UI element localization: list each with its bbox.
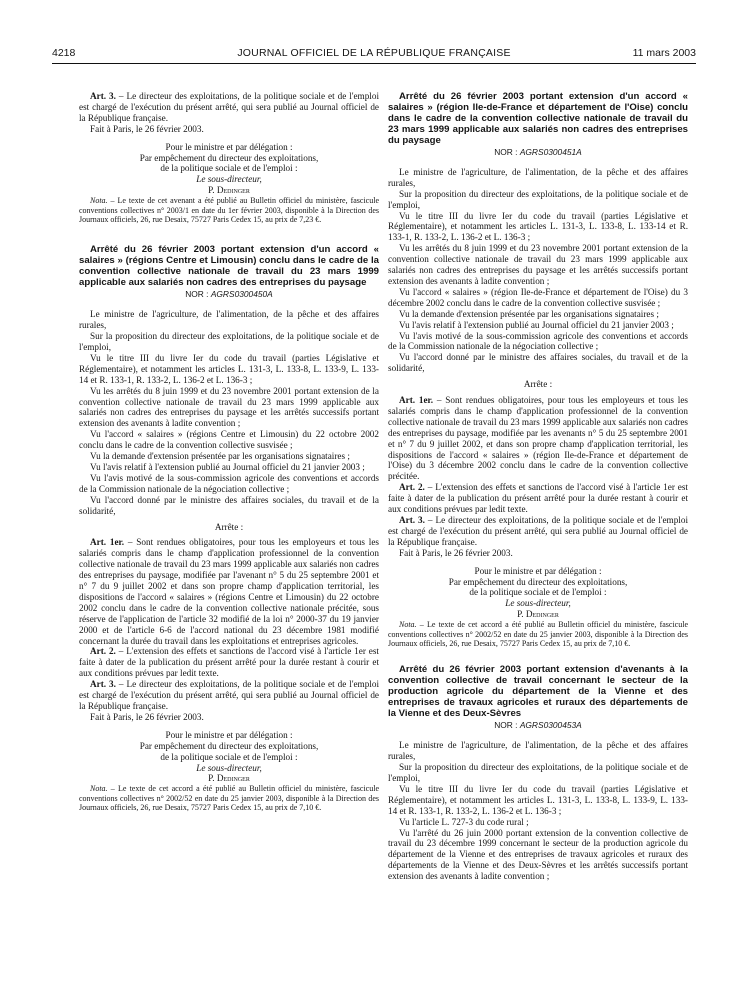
article-paragraph: [388, 395, 688, 482]
article-label: Art. 2.: [399, 482, 425, 493]
nor-reference: [79, 289, 379, 300]
decree-title: Arrêté du 26 février 2003 portant extension d'un accord « salaires » (régions Centre et Limousin) conclu dans le cadre de la convention collective nationale de travail du 23 mars 1999 applicable aux salariés non cadres des entreprises du paysage: [79, 244, 379, 289]
right-column: [388, 91, 688, 882]
preamble-paragraph: Vu le titre III du livre Ier du code du travail (parties Législative et Réglementaire), et notamment les articles L. 131-3, L. 133-8, L. 133-9, L. 133-14 et R. 133-1, R. 133-2, L. 136-2 et L. 136-3 ;: [388, 783, 688, 816]
preamble-paragraph: Vu le titre III du livre Ier du code du travail (parties Législative et Réglementaire), et notamment les articles L. 131-3, L. 133-8, L. 133-14 et R. 133-1, R. 133-2, L. 136-2 et L. 136-3 ;: [388, 210, 688, 243]
article-3-paragraph: [79, 91, 379, 124]
nota-label: Nota.: [90, 196, 108, 206]
article-label: Art. 1er.: [90, 537, 125, 548]
article-label: Art. 3.: [90, 91, 116, 101]
signature-line: de la politique sociale et de l'emploi :: [160, 751, 298, 762]
preamble-paragraph: Vu l'avis relatif à l'extension publié au Journal officiel du 21 janvier 2003 ;: [399, 319, 674, 330]
nota-label: Nota.: [399, 620, 417, 630]
preamble-paragraph: Vu la demande d'extension présentée par les organisations signataires ;: [399, 308, 659, 319]
signatory-title: Le sous-directeur,: [196, 762, 262, 773]
running-header: [52, 47, 696, 64]
article-text: – Sont rendues obligatoires, pour tous les employeurs et tous les salariés compris dans le champ d'application professionnel de la convention collective nationale de travail du 23 mars 1999 applicable aux salariés non cadres des entreprises du paysage, modifiée par les avenants n° 5 du 25 septembre 2001 et n° 7 du 9 juillet 2002, et dans son propre champ d'application territorial, les dispositions de l'accord « salaires » (région Ile-de-France et département de l'Oise) du 3 décembre 2002 conclu dans le cadre de la convention collective précitée.: [388, 395, 688, 482]
article-text: – L'extension des effets et sanctions de l'accord visé à l'article 1er est faite à dater de la publication du présent arrêté pour la durée restant à courir et aux conditions prévues par ledit texte.: [388, 482, 688, 515]
preamble-paragraph: Vu l'accord « salaires » (région Ile-de-France et département de l'Oise) du 3 décembre 2002 conclu dans le cadre de la convention collective susvisée ;: [388, 286, 688, 308]
article-text: – Le directeur des exploitations, de la politique sociale et de l'emploi est chargé de l'exécution du présent arrêté, qui sera publié au Journal officiel de la République française.: [79, 679, 379, 711]
preamble-paragraph: Vu l'accord donné par le ministre des affaires sociales, du travail et de la solidarité,: [388, 352, 688, 374]
signature-block: [79, 142, 379, 197]
signatory-name: P. Dedinger: [208, 773, 250, 784]
nota-text: – Le texte de cet accord a été publié au Bulletin officiel du ministère, fascicule conventions collectives n° 2002/52 en date du 25 janvier 2003, disponible à la Direction des Journaux officiels, 26, rue Desaix, 75727 Paris Cedex 15, au prix de 7,10 €.: [388, 620, 688, 648]
nota-label: Nota.: [90, 784, 108, 794]
signature-line: de la politique sociale et de l'emploi :: [469, 587, 607, 598]
article-paragraph: [388, 515, 688, 548]
nor-label: NOR :: [494, 147, 520, 157]
signature-block: [79, 730, 379, 785]
article-text: – Le directeur des exploitations, de la politique sociale et de l'emploi est chargé de l'exécution du présent arrêté, qui sera publié au Journal officiel de la République française.: [79, 91, 379, 123]
page-number: 4218: [52, 47, 76, 59]
nor-code: AGRS0300453A: [519, 720, 582, 731]
nota-note: [79, 196, 379, 224]
arrete-heading: Arrête :: [214, 521, 244, 532]
preamble-paragraph: Vu l'accord donné par le ministre des affaires sociales, du travail et de la solidarité,: [79, 494, 379, 516]
signature-line: Pour le ministre et par délégation :: [474, 565, 602, 576]
nota-text: – Le texte de cet avenant a été publié au Bulletin officiel du ministère, fascicule conventions collectives n° 2003/1 en date du 1er février 2003, disponible à la Direction des Journaux officiels, 26, rue Desaix, 75727 Paris Cedex 15, au prix de 7,23 €.: [79, 196, 379, 224]
arrete-heading: Arrête :: [523, 379, 553, 390]
article-text: – Sont rendues obligatoires, pour tous les employeurs et tous les salariés compris dans le champ d'application professionnel de la convention collective nationale de travail du 23 mars 1999 applicable aux salariés non cadres des entreprises du paysage, modifiée par l'avenant n° 5 du 25 septembre 2001 et n° 7 du 9 juillet 2002 et dans son propre champ d'application territorial, les dispositions de l'accord « salaires » (régions Centre et Limousin) du 22 octobre 2002 conclu dans le cadre de la convention collective nationale précitée, sous réserve de l'application de l'article 32 modifié de la loi n° 2000-37 du 19 janvier 2000 et de l'article 6-6 de l'accord national du 23 décembre 1981 modifié concernant la durée du travail dans les exploitations et entreprises agricoles.: [79, 537, 379, 646]
issue-date: 11 mars 2003: [632, 47, 696, 59]
decree-title: Arrêté du 26 février 2003 portant extension d'un accord « salaires » (région Ile-de-France et département de l'Oise) conclu dans le cadre de la convention collective nationale de travail du 23 mars 1999 applicable aux salariés non cadres des entreprises du paysage: [388, 91, 688, 146]
article-text: – L'extension des effets et sanctions de l'accord visé à l'article 1er est faite à dater de la publication du présent arrêté pour la durée restant à courir et aux conditions prévues par ledit texte.: [79, 646, 379, 679]
preamble-paragraph: Sur la proposition du directeur des exploitations, de la politique sociale et de l'emploi,: [388, 762, 688, 783]
signature-date: Fait à Paris, le 26 février 2003.: [90, 711, 204, 722]
preamble-paragraph: Vu l'avis motivé de la sous-commission agricole des conventions et accords de la Commission nationale de la négociation collective ;: [79, 472, 379, 494]
article-paragraph: [79, 679, 379, 712]
preamble-paragraph: Le ministre de l'agriculture, de l'alimentation, de la pêche et des affaires rurales,: [79, 309, 379, 331]
nor-label: NOR :: [185, 289, 211, 300]
preamble-paragraph: Sur la proposition du directeur des exploitations, de la politique sociale et de l'emploi,: [388, 188, 688, 210]
nor-reference: [388, 147, 688, 158]
article-paragraph: [79, 646, 379, 679]
signatory-name: P. Dedinger: [208, 185, 250, 196]
nor-label: NOR :: [494, 720, 520, 731]
preamble-paragraph: Sur la proposition du directeur des exploitations, de la politique sociale et de l'emploi,: [79, 331, 379, 352]
preamble-paragraph: Le ministre de l'agriculture, de l'alimentation, de la pêche et des affaires rurales,: [388, 740, 688, 762]
nota-note: [79, 784, 379, 812]
journal-title: JOURNAL OFFICIEL DE LA RÉPUBLIQUE FRANÇAISE: [237, 47, 511, 59]
signature-line: Pour le ministre et par délégation :: [165, 141, 293, 152]
nota-text: – Le texte de cet accord a été publié au Bulletin officiel du ministère, fascicule conventions collectives n° 2002/52 en date du 25 janvier 2003, disponible à la Direction des Journaux officiels, 26, rue Desaix, 75727 Paris Cedex 15, au prix de 7,10 €.: [79, 784, 379, 813]
decree-title: Arrêté du 26 février 2003 portant extension d'avenants à la convention collective de travail concernant le secteur de la production agricole du département de la Vienne et des entreprises de travaux agricoles et ruraux des départements de la Vienne et des Deux-Sèvres: [388, 664, 688, 720]
left-column: [79, 91, 379, 813]
article-label: Art. 3.: [90, 679, 116, 690]
article-label: Art. 2.: [90, 646, 116, 657]
article-text: – Le directeur des exploitations, de la politique sociale et de l'emploi est chargé de l'exécution du présent arrêté, qui sera publié au Journal officiel de la République française.: [388, 515, 688, 547]
signatory-title: Le sous-directeur,: [196, 174, 262, 185]
preamble-paragraph: Vu l'article L. 727-3 du code rural ;: [399, 816, 529, 827]
preamble-paragraph: Vu l'avis relatif à l'extension publié au Journal officiel du 21 janvier 2003 ;: [90, 461, 365, 472]
signature-line: Par empêchement du directeur des exploitations,: [139, 152, 319, 163]
article-label: Art. 1er.: [399, 395, 434, 406]
signature-line: de la politique sociale et de l'emploi :: [160, 163, 298, 174]
nor-reference: [388, 720, 688, 731]
signature-line: Par empêchement du directeur des exploitations,: [139, 740, 319, 751]
preamble-paragraph: Vu l'arrêté du 26 juin 2000 portant extension de la convention collective de travail du 23 décembre 1999 concernant le secteur de la production agricole du département de la Vienne et des entreprises de travaux agricoles et ruraux des départements de la Vienne et des Deux-Sèvres et les arrêtés successifs portant extension des avenants à ladite convention ;: [388, 827, 688, 882]
preamble-paragraph: Vu l'accord « salaires » (régions Centre et Limousin) du 22 octobre 2002 conclu dans le cadre de la convention collective susvisée ;: [79, 429, 379, 451]
nor-code: AGRS0300451A: [519, 147, 582, 157]
preamble-paragraph: Vu les arrêtés du 8 juin 1999 et du 23 novembre 2001 portant extension de la convention collective nationale de travail du 23 mars 1999 applicable aux salariés non cadres des entreprises du paysage et les arrêtés successifs portant extension des avenants à ladite convention ;: [79, 385, 379, 429]
signature-line: Par empêchement du directeur des exploitations,: [448, 576, 628, 587]
nota-note: [388, 620, 688, 648]
article-label: Art. 3.: [399, 515, 425, 525]
signature-date: Fait à Paris, le 26 février 2003.: [399, 547, 513, 558]
signatory-title: Le sous-directeur,: [505, 598, 571, 609]
article-paragraph: [79, 537, 379, 646]
preamble-paragraph: Vu le titre III du livre Ier du code du travail (parties Législative et Réglementaire), et notamment les articles L. 131-3, L. 133-8, L. 133-9, L. 133-14 et R. 133-1, R. 133-2, L. 136-2 et L. 136-3 ;: [79, 352, 379, 385]
preamble-paragraph: Vu les arrêtés du 8 juin 1999 et du 23 novembre 2001 portant extension de la convention collective nationale de travail du 23 mars 1999 applicable aux salariés non cadres des entreprises du paysage et les arrêtés successifs portant extension des avenants à ladite convention ;: [388, 243, 688, 286]
preamble-paragraph: Vu la demande d'extension présentée par les organisations signataires ;: [90, 451, 350, 462]
nor-code: AGRS0300450A: [210, 289, 273, 300]
signature-line: Pour le ministre et par délégation :: [165, 729, 293, 740]
preamble-paragraph: Vu l'avis motivé de la sous-commission agricole des conventions et accords de la Commission nationale de la négociation collective ;: [388, 330, 688, 352]
signature-block: [388, 566, 688, 621]
article-paragraph: [388, 482, 688, 515]
preamble-paragraph: Le ministre de l'agriculture, de l'alimentation, de la pêche et des affaires rurales,: [388, 166, 688, 188]
signatory-name: P. Dedinger: [517, 609, 559, 620]
signature-date: Fait à Paris, le 26 février 2003.: [90, 123, 204, 134]
